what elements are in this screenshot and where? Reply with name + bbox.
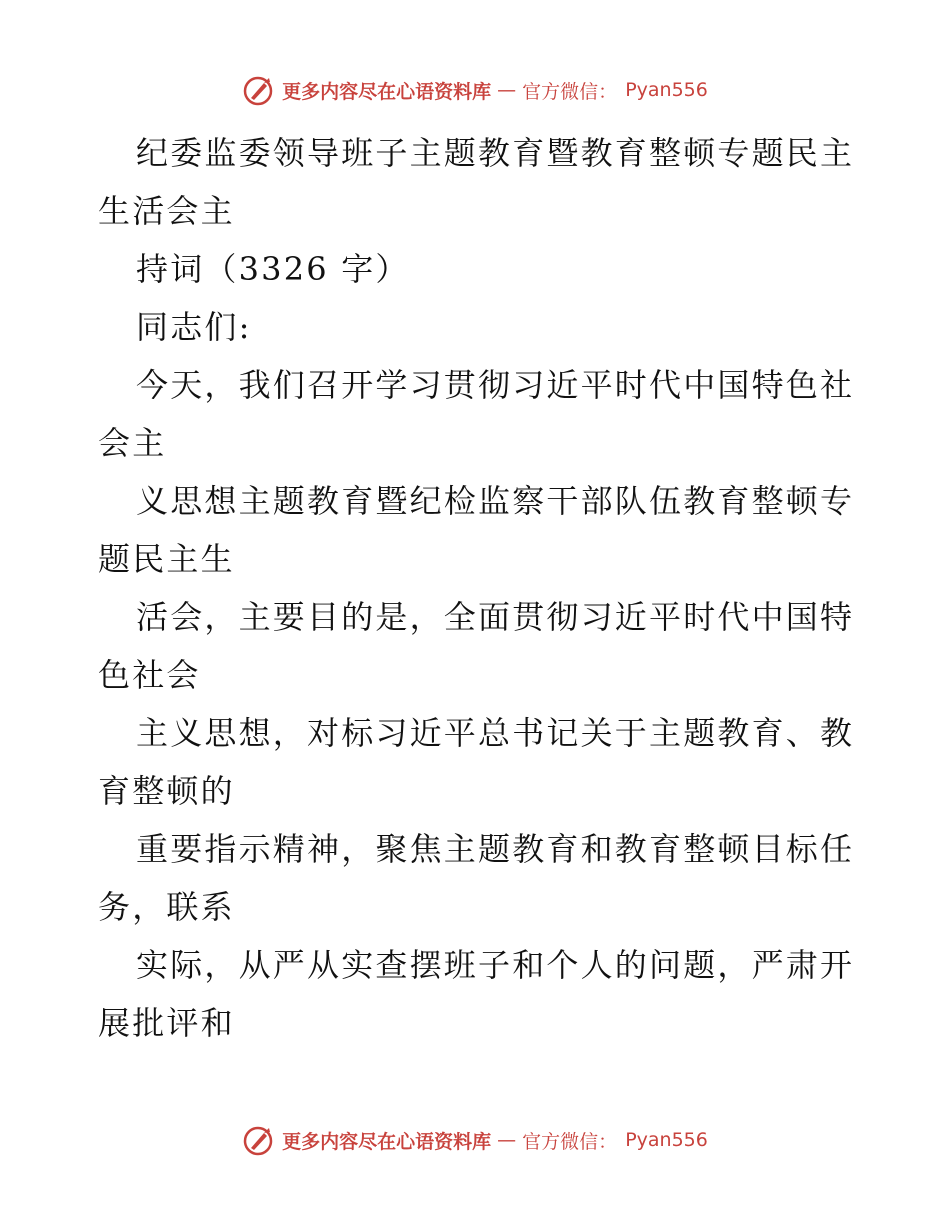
doc-line: 色社会 [98, 656, 201, 694]
doc-line: 育整顿的 [98, 772, 235, 810]
doc-line: 务，联系 [98, 888, 235, 926]
watermark-text: 更多内容尽在心语资料库 [282, 1130, 492, 1153]
watermark-wechat-id: Pyan556 [625, 1129, 708, 1151]
quill-pen-seal-icon [242, 1124, 274, 1156]
doc-line: 展批评和 [98, 1004, 235, 1042]
doc-line: 纪委监委领导班子主题教育暨教育整顿专题民主 [136, 134, 855, 172]
watermark-text: 更多内容尽在心语资料库 [282, 80, 492, 103]
doc-line: 会主 [98, 424, 167, 462]
doc-line: 义思想主题教育暨纪检监察干部队伍教育整顿专 [136, 482, 855, 520]
watermark-dash: — [497, 79, 517, 101]
watermark-header [0, 72, 950, 108]
doc-line: 实际，从严从实查摆班子和个人的问题，严肃开 [136, 946, 855, 984]
watermark-wechat-label: 官方微信： [522, 1130, 618, 1153]
doc-line: 主义思想，对标习近平总书记关于主题教育、教 [136, 714, 855, 752]
watermark-wechat-id: Pyan556 [625, 79, 708, 101]
doc-line: 同志们: [136, 308, 252, 346]
doc-line: 重要指示精神，聚焦主题教育和教育整顿目标任 [136, 830, 855, 868]
document-body [98, 124, 858, 1052]
doc-line: 今天，我们召开学习贯彻习近平时代中国特色社 [136, 366, 855, 404]
watermark-dash: — [497, 1129, 517, 1151]
watermark-footer [0, 1122, 950, 1158]
watermark-wechat-label: 官方微信： [522, 80, 618, 103]
quill-pen-seal-icon [242, 74, 274, 106]
doc-line: 题民主生 [98, 540, 235, 578]
doc-line: 生活会主 [98, 192, 235, 230]
doc-line: 活会，主要目的是，全面贯彻习近平时代中国特 [136, 598, 855, 636]
doc-line: 持词（3326 字） [136, 250, 410, 288]
